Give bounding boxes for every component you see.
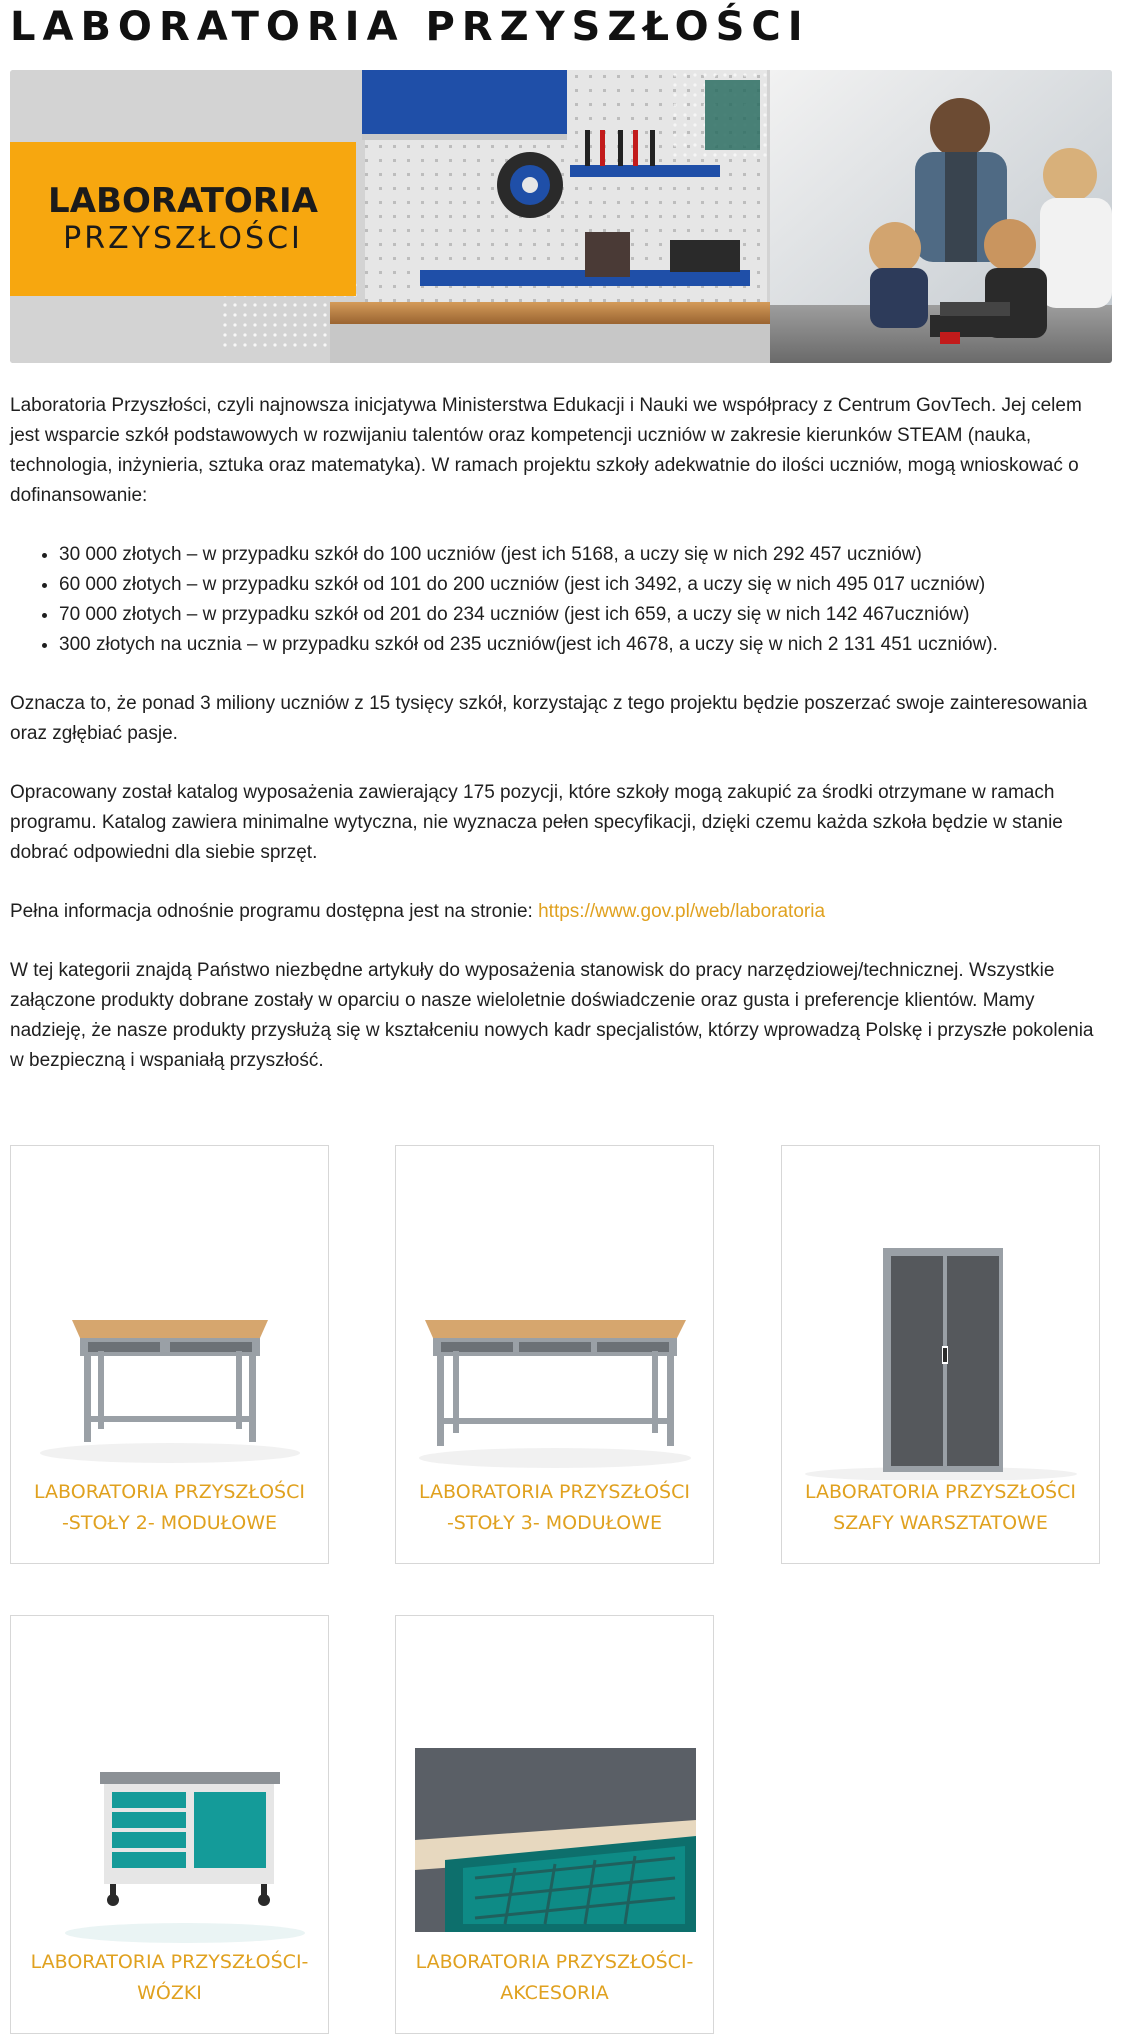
hero-logo-line2: PRZYSZŁOŚCI — [63, 221, 303, 256]
category-card-tables-2-module[interactable] — [10, 1145, 329, 1564]
info-text: Pełna informacja odnośnie programu dostępna jest na stronie: — [10, 901, 539, 922]
workshop-cabinet-image — [801, 1248, 1082, 1480]
category-card-title-line1[interactable]: LABORATORIA PRZYSZŁOŚCI — [419, 1481, 690, 1503]
category-card-title[interactable] — [11, 1947, 328, 2009]
workbench-3-drawer-image — [415, 1248, 696, 1480]
tool-cart-graphic — [30, 1718, 311, 1950]
category-card-title[interactable] — [396, 1947, 713, 2009]
funding-item: • 70 000 złotych – w przypadku szkół od 201 do 234 uczniów (jest ich 659, a uczy się w nich 142 467uczniów) — [59, 600, 1112, 630]
category-card-title[interactable] — [782, 1477, 1099, 1539]
workshop-cabinet-graphic — [801, 1248, 1082, 1480]
workbench-3-drawer-graphic — [415, 1248, 696, 1480]
category-description-paragraph: W tej kategorii znajdą Państwo niezbędne artykuły do wyposażenia stanowisk do pracy narzędziowej/technicznej. Wszystkie załączone produkty dobrane zostały w oparciu o nasze wieloletnie doświadczenie oraz gusta i preferencje klientów. Mamy nadzieję, że nasze produkty przysłużą się w kształceniu nowych kadr specjalistów, którzy wprowadzą Polskę i przyszłe pokolenia w bezpieczną i wspaniałą przyszłość. — [10, 960, 1094, 1071]
category-card-accessories[interactable] — [395, 1615, 714, 2034]
category-card-title-line1[interactable]: LABORATORIA PRZYSZŁOŚCI — [805, 1481, 1076, 1503]
category-card-workshop-cabinets[interactable] — [781, 1145, 1100, 1564]
funding-list — [10, 540, 1112, 660]
workbench-2-drawer-image — [30, 1248, 311, 1480]
category-card-tool-carts[interactable] — [10, 1615, 329, 2034]
category-card-title-line1[interactable]: LABORATORIA PRZYSZŁOŚCI- — [415, 1951, 694, 1973]
drawer-organizer-image — [415, 1718, 696, 1950]
category-card-title-line2[interactable]: -STOŁY 2- MODUŁOWE — [61, 1512, 278, 1534]
hero-banner — [10, 70, 1112, 363]
category-card-title-line1[interactable]: LABORATORIA PRZYSZŁOŚCI- — [30, 1951, 309, 1973]
category-card-title[interactable] — [396, 1477, 713, 1539]
catalog-paragraph: Opracowany został katalog wyposażenia zawierający 175 pozycji, które szkoły mogą zakupić za środki otrzymane w ramach programu. Katalog zawiera minimalne wytyczna, nie wyznacza pełen specyfikacji, dzięki czemu każda szkoła będzie w stanie dobrać odpowiedni dla siebie sprzęt. — [10, 782, 1063, 863]
funding-item: • 300 złotych na ucznia – w przypadku szkół od 235 uczniów(jest ich 4678, a uczy się w nich 2 131 451 uczniów). — [59, 630, 1112, 660]
workbench-2-drawer-graphic — [30, 1248, 311, 1480]
category-card-title-line2[interactable]: WÓZKI — [137, 1982, 202, 2004]
category-card-title-line1[interactable]: LABORATORIA PRZYSZŁOŚCI — [34, 1481, 305, 1503]
category-card-title-line2[interactable]: AKCESORIA — [500, 1982, 609, 2004]
info-paragraph — [10, 897, 1112, 927]
tool-cart-image — [30, 1718, 311, 1950]
category-grid — [10, 1145, 1112, 2035]
funding-item: • 60 000 złotych – w przypadku szkół od 101 do 200 uczniów (jest ich 3492, a uczy się w nich 495 017 uczniów) — [59, 570, 1112, 600]
hero-logo-line1: LABORATORIA — [48, 181, 318, 221]
hero-logo-block — [10, 142, 356, 296]
category-card-title-line2[interactable]: -STOŁY 3- MODUŁOWE — [446, 1512, 663, 1534]
summary-paragraph: Oznacza to, że ponad 3 miliony uczniów z 15 tysięcy szkół, korzystając z tego projektu będzie poszerzać swoje zainteresowania oraz zgłębiać pasje. — [10, 693, 1088, 744]
category-card-tables-3-module[interactable] — [395, 1145, 714, 1564]
category-card-title-line2[interactable]: SZAFY WARSZTATOWE — [833, 1512, 1048, 1534]
page-title: LABORATORIA PRZYSZŁOŚCI — [10, 4, 810, 50]
drawer-organizer-graphic — [415, 1718, 696, 1950]
intro-paragraph: Laboratoria Przyszłości, czyli najnowsza inicjatywa Ministerstwa Edukacji i Nauki we współpracy z Centrum GovTech. Jej celem jest wsparcie szkół podstawowych w rozwijaniu talentów oraz kompetencji uczniów w zakresie kierunków STEAM (nauka, technologia, inżynieria, sztuka oraz matematyka). W ramach projektu szkoły adekwatnie do ilości uczniów, mogą wnioskować o dofinansowanie: — [10, 395, 1082, 506]
program-link[interactable]: https://www.gov.pl/web/laboratoria — [538, 901, 826, 922]
article-content — [10, 391, 1112, 1105]
funding-item: • 30 000 złotych – w przypadku szkół do 100 uczniów (jest ich 5168, a uczy się w nich 292 457 uczniów) — [59, 540, 1112, 570]
category-card-title[interactable] — [11, 1477, 328, 1539]
